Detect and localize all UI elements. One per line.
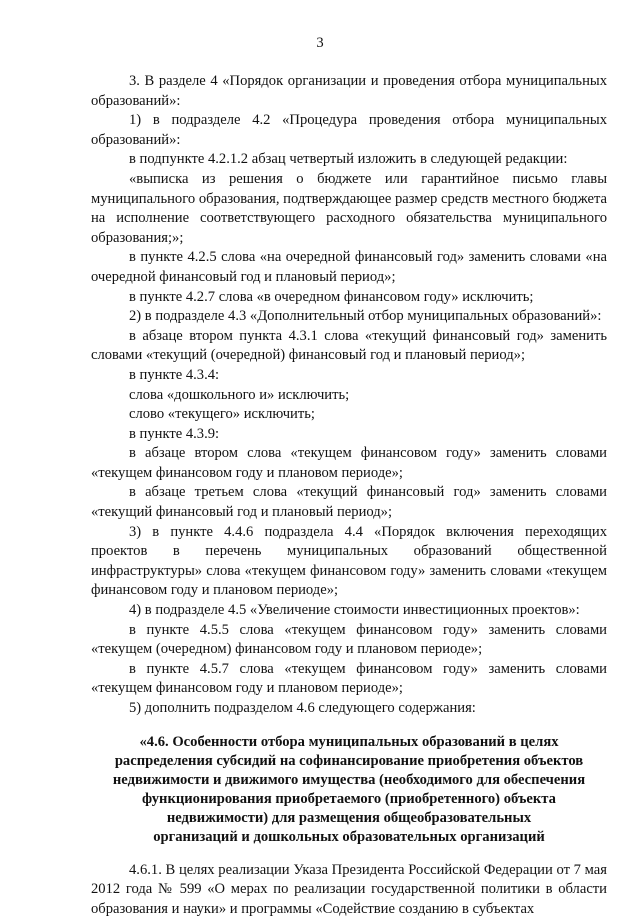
heading-line: недвижимости) для размещения общеобразовательных [166, 809, 532, 826]
paragraph-4-3-9: в пункте 4.3.9: [129, 425, 220, 442]
heading-line: распределения субсидий на софинансирование приобретения объектов [114, 752, 584, 769]
paragraph-4-3-4: в пункте 4.3.4: [129, 366, 220, 383]
paragraph-quote-extract: «выписка из решения о бюджете или гарантийное письмо главы муниципального образования, подтверждающее размер средств местного бюджета на исполнение соответствующего расходного обязательства муниципального образования;»; [91, 170, 607, 246]
paragraph-4-2-7: в пункте 4.2.7 слова «в очередном финансовом году» исключить; [129, 288, 534, 305]
paragraph-4-3-9-third: в абзаце третьем слова «текущий финансовый год» заменить словами «текущий финансовый год и плановый период»; [91, 484, 607, 521]
paragraph-subsection-4-3: 2) в подразделе 4.3 «Дополнительный отбор муниципальных образований»: [129, 308, 602, 325]
paragraph-subsection-4-5: 4) в подразделе 4.5 «Увеличение стоимости инвестиционных проектов»: [129, 602, 580, 619]
paragraph-4-4-6: 3) в пункте 4.4.6 подраздела 4.4 «Порядок включения переходящих проектов в перечень муниципальных образований общественной инфраструктуры» слова «текущем финансовом году» заменить словами «текущем финансовом году и плановом периоде»; [91, 523, 607, 599]
heading-line: организаций и дошкольных образовательных организаций [153, 828, 545, 845]
paragraph-4-6-1: 4.6.1. В целях реализации Указа Президента Российской Федерации от 7 мая 2012 года № 599 «О мерах по реализации государственной политики в области образования и науки» и программы «Содействие созданию в субъектах [91, 861, 607, 917]
paragraph-4-2-5: в пункте 4.2.5 слова «на очередной финансовый год» заменить словами «на очередной финансовый год и плановый период»; [91, 249, 607, 285]
heading-line: недвижимости и движимого имущества (необходимого для обеспечения [112, 771, 586, 788]
paragraph-4-3-4-word: слово «текущего» исключить; [129, 406, 315, 423]
paragraph-add-4-6: 5) дополнить подразделом 4.6 следующего содержания: [129, 700, 476, 716]
paragraph-section-4: 3. В разделе 4 «Порядок организации и проведения отбора муниципальных образований»: [91, 73, 607, 109]
section-heading-4-6 [91, 733, 607, 847]
paragraph-4-3-1: в абзаце втором пункта 4.3.1 слова «текущий финансовый год» заменить словами «текущий (очередной) финансовый год и плановый период»; [91, 327, 607, 364]
paragraph-subsection-4-2: 1) в подразделе 4.2 «Процедура проведения отбора муниципальных образований»: [91, 112, 607, 148]
paragraph-4-3-9-second: в абзаце втором слова «текущем финансовом году» заменить словами «текущем финансовом году и плановом периоде»; [91, 445, 607, 481]
paragraph-4-2-1-2: в подпункте 4.2.1.2 абзац четвертый изложить в следующей редакции: [129, 151, 568, 168]
paragraph-4-3-4-words: слова «дошкольного и» исключить; [129, 386, 350, 403]
document-body [91, 72, 607, 919]
page-number: 3 [316, 35, 324, 51]
heading-line: функционирования приобретаемого (приобретенного) объекта [142, 790, 556, 807]
paragraph-4-5-5: в пункте 4.5.5 слова «текущем финансовом году» заменить словами «текущем (очередном) финансовом году и плановом периоде»; [91, 621, 607, 658]
paragraph-4-5-7: в пункте 4.5.7 слова «текущем финансовом году» заменить словами «текущем финансовом году и плановом периоде»; [91, 660, 607, 697]
heading-line: «4.6. Особенности отбора муниципальных образований в целях [139, 733, 559, 750]
